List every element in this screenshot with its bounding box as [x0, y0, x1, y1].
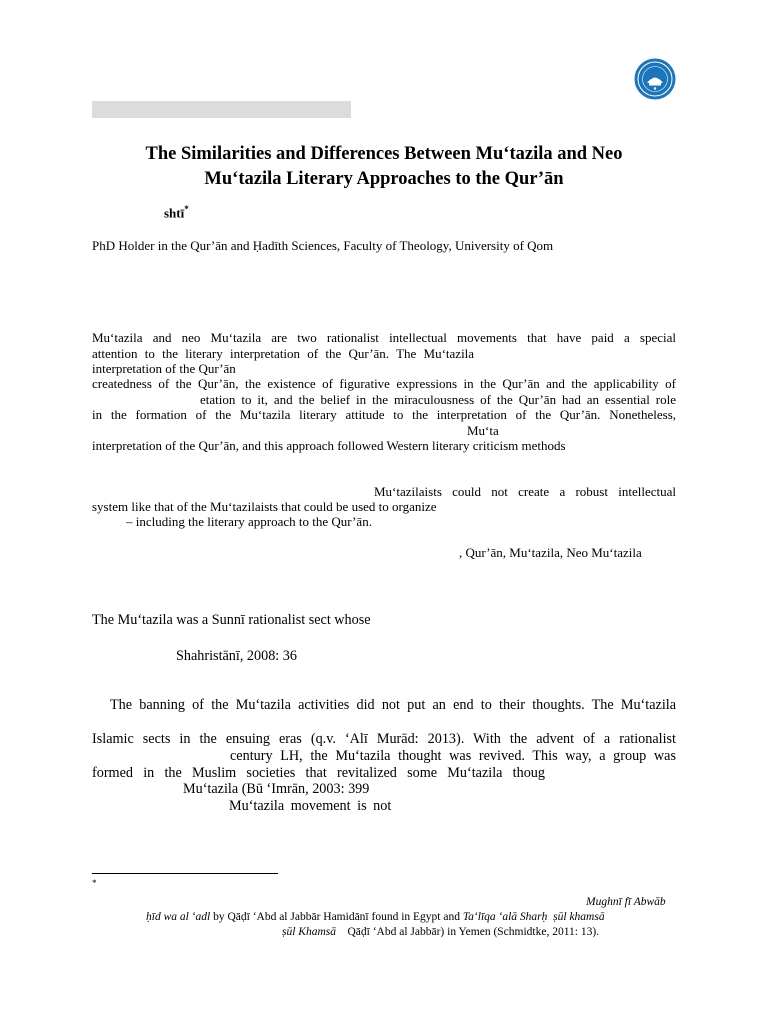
abstract-line-4: createdness of the Qur’ān, the existence of figurative expressions in the Qur’ān and the applicability of — [92, 376, 676, 391]
footnote-text-c: Qāḍī ‘Abd al Jabbār) in Yemen (Schmidtke, 2011: 13). — [336, 926, 600, 938]
title-line-2: Mu‘tazila Literary Approaches to the Qur’ān — [204, 169, 564, 189]
abstract-line-3: interpretation of the Qur’ān — [92, 361, 236, 376]
body-paragraph-1: The Mu‘tazila was a Sunnī rationalist sect whose — [92, 612, 371, 628]
author-name — [164, 204, 189, 221]
abstract-line-7: Mu‘ta — [467, 423, 499, 438]
abstract-line-1: Mu‘tazila and neo Mu‘tazila are two rationalist intellectual movements that have paid a special — [92, 330, 676, 345]
title-line-1: The Similarities and Differences Between Mu‘tazila and Neo — [145, 144, 623, 164]
footnote-mark: * — [92, 878, 97, 888]
footnote-work-title-d: ṣūl Khamsā — [282, 926, 336, 938]
citation-shahristani: Shahristānī, 2008: 36 — [176, 648, 297, 664]
author-affiliation: PhD Holder in the Qur’ān and Ḥadīth Sciences, Faculty of Theology, University of Qom — [92, 238, 554, 253]
footnote-text-a: by Qāḍī ‘Abd al Jabbār Hamidānī found in Egypt and — [210, 911, 463, 923]
footnote-work-title-c: ṣūl khamsā — [553, 911, 605, 923]
abstract-line-9: Mu‘tazilaists could not create a robust intellectual — [374, 484, 676, 499]
paper-title — [92, 142, 676, 192]
footnote-line-3 — [282, 926, 599, 938]
body-paragraph-2-line-6: Mu‘tazila movement is not — [229, 798, 392, 814]
footnote-line-2 — [146, 911, 605, 923]
body-paragraph-2-line-2: Islamic sects in the ensuing eras (q.v. ‘Alī Murād: 2013). With the advent of a rationalist — [92, 731, 676, 747]
abstract-line-10: system like that of the Mu‘tazilaists that could be used to organize — [92, 499, 437, 514]
footnote-work-title-b: Ta‘līqa ‘alā Sharḥ — [462, 911, 548, 923]
university-seal-icon — [634, 58, 676, 100]
keywords: , Qur’ān, Mu‘tazila, Neo Mu‘tazila — [459, 545, 642, 560]
abstract-line-5: etation to it, and the belief in the miraculousness of the Qur’ān had an essential role — [200, 392, 676, 407]
abstract-line-8: interpretation of the Qur’ān, and this approach followed Western literary criticism methods — [92, 438, 566, 453]
abstract-line-6: in the formation of the Mu‘tazila literary attitude to the interpretation of the Qur’ān. Nonetheless, — [92, 407, 676, 422]
body-paragraph-2-line-4: formed in the Muslim societies that revitalized some Mu‘tazila thoug — [92, 765, 545, 781]
body-paragraph-2-line-3: century LH, the Mu‘tazila thought was revived. This way, a group was — [230, 748, 676, 764]
header-bar — [92, 101, 351, 118]
body-paragraph-2-line-1: The banning of the Mu‘tazila activities did not put an end to their thoughts. The Mu‘tazila — [110, 697, 676, 713]
author-name-text: shtī — [164, 205, 185, 221]
footnote-rule — [92, 873, 278, 874]
footnote-line-1: Mughnī fī Abwāb — [586, 896, 666, 908]
author-footnote-mark: * — [184, 204, 189, 214]
body-paragraph-2-line-5: Mu‘tazila (Bū ‘Imrān, 2003: 399 — [183, 781, 370, 797]
footnote-work-title-a: ḥīd wa al ‘adl — [146, 911, 211, 923]
abstract-line-2: attention to the literary interpretation of the Qur’ān. The Mu‘tazila — [92, 346, 475, 361]
abstract-line-11: – including the literary approach to the Qur’ān. — [126, 514, 372, 529]
